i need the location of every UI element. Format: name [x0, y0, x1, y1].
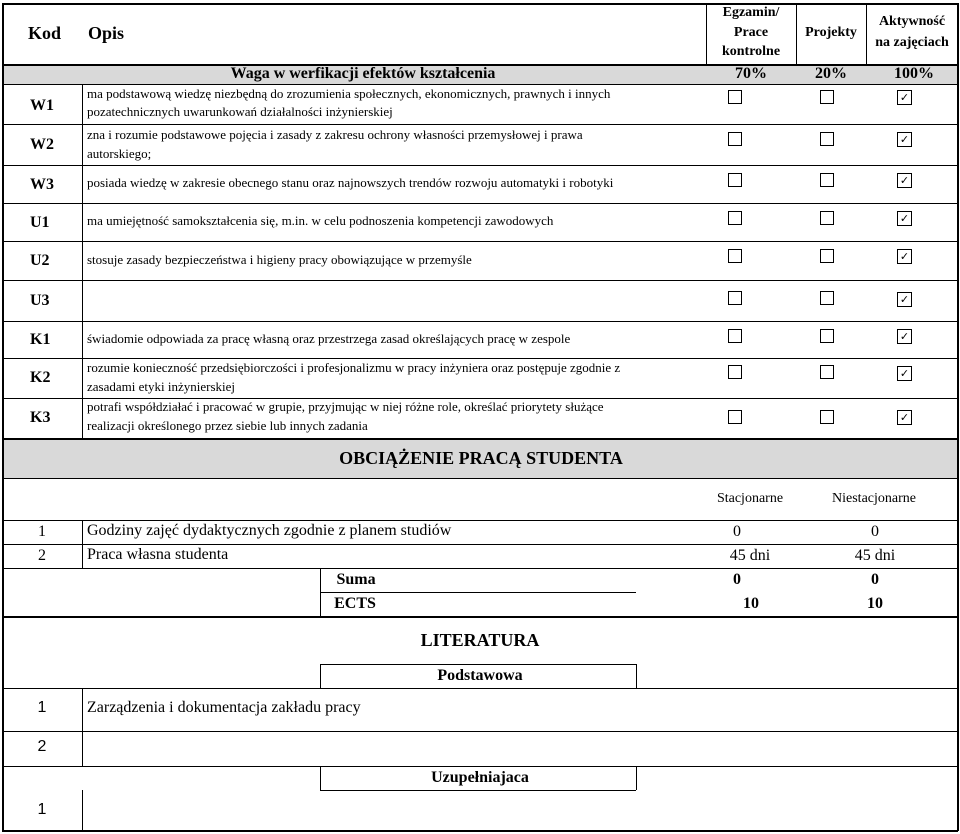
projekty-checkbox[interactable]: [820, 365, 834, 379]
aktywnosc-column-divider: [866, 3, 867, 64]
egzamin-checkbox[interactable]: [728, 211, 742, 225]
suma-bottom: [320, 592, 636, 593]
outcome-description-line1: świadomie odpowiada za pracę własną oraz przestrzega zasad określających pracę w zespole: [87, 331, 571, 346]
aktywnosc-checkbox-checked[interactable]: ✓: [897, 211, 912, 226]
workload-row-stacjonarne: 0: [733, 523, 741, 540]
ects-niestacjonarne: 10: [867, 595, 883, 612]
egzamin-checkbox[interactable]: [728, 173, 742, 187]
weights-label: Waga w werfikacji efektów kształcenia: [230, 65, 496, 82]
workload-title: OBCIĄŻENIE PRACĄ STUDENTA: [339, 448, 623, 468]
workload-row-label: Godziny zajęć dydaktycznych zgodnie z planem studiów: [87, 522, 452, 539]
literature-item-num: 1: [37, 801, 47, 818]
workload-row-num: 2: [38, 547, 46, 564]
header-kod: Kod: [28, 23, 62, 43]
header-projekty: Projekty: [805, 25, 857, 40]
uzupelniajaca-right-divider: [636, 766, 637, 790]
projekty-checkbox[interactable]: [820, 249, 834, 263]
literature-row-divider: [2, 766, 958, 767]
outcomes-bottom-border: [2, 438, 958, 440]
egzamin-checkbox[interactable]: [728, 410, 742, 424]
workload-row-divider: [2, 544, 958, 545]
projekty-checkbox[interactable]: [820, 173, 834, 187]
workload-row-divider: [2, 568, 958, 569]
weight-egzamin: 70%: [735, 65, 767, 82]
outcome-description-line2: pozatechnicznych uwarunkowań działalności inżynierskiej: [87, 104, 393, 119]
outcome-code: U3: [30, 292, 50, 309]
literature-title: LITERATURA: [420, 630, 540, 650]
weight-aktywnosc: 100%: [894, 65, 934, 82]
outcome-description-line2: realizacji określonego przez siebie lub innych zadania: [87, 418, 368, 433]
outcome-description-line1: ma umiejętność samokształcenia się, m.in. w celu podnoszenia kompetencji zawodowych: [87, 213, 554, 228]
aktywnosc-checkbox-checked[interactable]: ✓: [897, 292, 912, 307]
workload-num-divider: [82, 520, 83, 568]
row-divider: [2, 165, 958, 166]
podstawowa-right-divider: [636, 664, 637, 688]
egzamin-checkbox[interactable]: [728, 249, 742, 263]
row-divider: [2, 358, 958, 359]
projekty-column-divider: [796, 3, 797, 64]
aktywnosc-checkbox-checked[interactable]: ✓: [897, 249, 912, 264]
outcome-description-line2: zasadami etyki inżynierskiej: [87, 379, 236, 394]
literature-row-divider: [2, 731, 958, 732]
projekty-checkbox[interactable]: [820, 90, 834, 104]
table-left-border: [2, 3, 4, 831]
row-divider: [2, 280, 958, 281]
workload-row-num: 1: [38, 523, 46, 540]
outcome-code: K3: [30, 409, 51, 426]
table-top-border: [2, 3, 958, 5]
egzamin-column-divider: [706, 3, 707, 64]
outcome-code: W3: [30, 176, 54, 193]
weight-projekty: 20%: [815, 65, 847, 82]
outcome-description-line1: zna i rozumie podstawowe pojęcia i zasady z zakresu ochrony własności przemysłowej i prawa: [87, 127, 583, 142]
weights-bottom-border: [2, 84, 958, 85]
workload-bottom-border: [2, 616, 958, 618]
uzupelniajaca-left-divider: [320, 766, 321, 790]
literature-item-num: 1: [37, 699, 47, 716]
projekty-checkbox[interactable]: [820, 410, 834, 424]
suma-niestacjonarne: 0: [871, 571, 879, 588]
outcome-description-line1: stosuje zasady bezpieczeństwa i higieny pracy obowiązujące w przemyśle: [87, 252, 472, 267]
outcome-description-line2: autorskiego;: [87, 146, 152, 161]
workload-col-niestacjonarne: Niestacjonarne: [832, 491, 916, 506]
workload-row-niestacjonarne: 0: [871, 523, 879, 540]
literature-title-bottom: [320, 664, 636, 665]
suma-label: Suma: [336, 571, 376, 588]
literature-item-text: Zarządzenia i dokumentacja zakładu pracy: [87, 699, 361, 716]
podstawowa-bottom: [2, 688, 958, 689]
outcome-code: K2: [30, 369, 51, 386]
projekty-checkbox[interactable]: [820, 329, 834, 343]
header-egzamin-line3: kontrolne: [721, 44, 781, 59]
egzamin-checkbox[interactable]: [728, 90, 742, 104]
aktywnosc-checkbox-checked[interactable]: ✓: [897, 366, 912, 381]
header-opis: Opis: [88, 23, 125, 43]
aktywnosc-checkbox-checked[interactable]: ✓: [897, 90, 912, 105]
row-divider: [2, 321, 958, 322]
workload-row-stacjonarne: 45 dni: [729, 547, 771, 564]
suma-stacjonarne: 0: [733, 571, 741, 588]
podstawowa-left-divider: [320, 664, 321, 688]
egzamin-checkbox[interactable]: [728, 365, 742, 379]
row-divider: [2, 124, 958, 125]
literature-num-divider: [82, 688, 83, 766]
egzamin-checkbox[interactable]: [728, 132, 742, 146]
aktywnosc-checkbox-checked[interactable]: ✓: [897, 132, 912, 147]
workload-row-niestacjonarne: 45 dni: [854, 547, 896, 564]
code-column-divider: [82, 84, 83, 438]
outcome-description-line1: ma podstawową wiedzę niezbędną do zrozumienia społecznych, ekonomicznych, prawnych i innych: [87, 86, 611, 101]
outcome-code: U2: [30, 252, 50, 269]
literature-num-divider: [82, 790, 83, 830]
projekty-checkbox[interactable]: [820, 132, 834, 146]
projekty-checkbox[interactable]: [820, 291, 834, 305]
workload-col-stacjonarne: Stacjonarne: [716, 491, 784, 506]
outcome-code: W1: [30, 97, 54, 114]
literature-item-num: 2: [37, 738, 47, 755]
header-aktywnosc-line2: na zajęciach: [875, 35, 949, 50]
summary-left-divider: [320, 568, 321, 616]
outcome-code: K1: [30, 331, 51, 348]
header-egzamin-line2: Prace: [733, 25, 769, 40]
literature-basic-label: Podstawowa: [437, 667, 523, 684]
workload-title-bottom: [2, 478, 958, 479]
table-right-border: [957, 3, 959, 831]
workload-row-label: Praca własna studenta: [87, 546, 229, 563]
ects-stacjonarne: 10: [743, 595, 759, 612]
literature-supp-label: Uzupełniajaca: [431, 769, 529, 786]
table-bottom-border: [2, 830, 958, 832]
aktywnosc-checkbox-checked[interactable]: ✓: [897, 173, 912, 188]
row-divider: [2, 241, 958, 242]
outcome-description-line1: posiada wiedzę w zakresie obecnego stanu oraz najnowszych trendów rozwoju automatyki i robotyki: [87, 175, 614, 190]
outcome-description-line1: rozumie konieczność przedsiębiorczości i profesjonalizmu w pracy inżyniera oraz postępuje zgodnie z: [87, 360, 621, 375]
uzupelniajaca-bottom: [320, 790, 636, 791]
ects-label: ECTS: [334, 595, 376, 612]
projekty-checkbox[interactable]: [820, 211, 834, 225]
row-divider: [2, 203, 958, 204]
aktywnosc-checkbox-checked[interactable]: ✓: [897, 410, 912, 425]
workload-header-bottom: [2, 520, 958, 521]
header-aktywnosc-line1: Aktywność: [878, 14, 946, 29]
aktywnosc-checkbox-checked[interactable]: ✓: [897, 329, 912, 344]
egzamin-checkbox[interactable]: [728, 329, 742, 343]
header-egzamin-line1: Egzamin/: [722, 5, 780, 20]
egzamin-checkbox[interactable]: [728, 291, 742, 305]
outcome-description-line1: potrafi współdziałać i pracować w grupie, przyjmując w niej różne role, określać priorytety służące: [87, 399, 604, 414]
outcome-code: U1: [30, 214, 50, 231]
outcome-code: W2: [30, 136, 54, 153]
